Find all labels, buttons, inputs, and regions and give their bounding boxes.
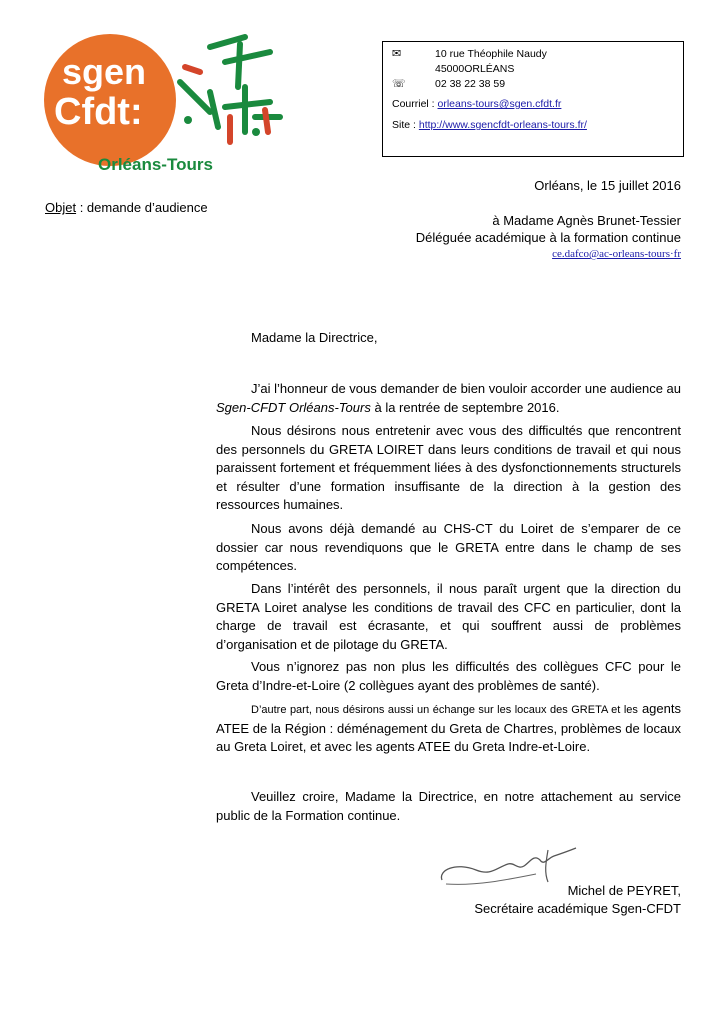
contact-box — [382, 41, 684, 157]
paragraph-4: Dans l’intérêt des personnels, il nous paraît urgent que la direction du GRETA Loiret analyse les conditions de travail des CFC en particulier, dont la charge de travail est écrasante, et qui souffrent aussi de problèmes d’organisation et de pilotage du GRETA. — [216, 581, 681, 652]
site-link[interactable]: http://www.sgencfdt-orleans-tours.fr/ — [418, 119, 587, 131]
signer-name: Michel de PEYRET, — [567, 883, 681, 898]
paragraph-3: Nous avons déjà demandé au CHS-CT du Loiret de s’emparer de ce dossier car nous revendiquons que le GRETA entre dans le champ de ses compétences. — [216, 521, 681, 573]
recipient-block — [416, 212, 681, 263]
paragraph-1: J’ai l’honneur de vous demander de bien vouloir accorder une audience au Sgen-CFDT Orléans-Tours à la rentrée de septembre 2016. — [216, 381, 682, 415]
recipient-email[interactable]: ce.dafco@ac-orleans-tours·fr — [552, 248, 681, 260]
address-line2: 45000ORLÉANS — [435, 63, 515, 75]
letter-date: Orléans, le 15 juillet 2016 — [534, 178, 681, 193]
signer-block — [474, 882, 681, 918]
phone-number: 02 38 22 38 59 — [435, 78, 506, 90]
email-line — [392, 97, 561, 112]
mail-icon: ✉ — [392, 48, 402, 60]
paragraph-5: Vous n’ignorez pas non plus les difficultés des collègues CFC pour le Greta d’Indre-et-Loire (2 collègues ayant des problèmes de santé). — [216, 659, 681, 693]
sgen-cfdt-logo — [40, 32, 285, 177]
salutation: Madame la Directrice, — [251, 330, 378, 345]
object-text: : demande d’audience — [76, 200, 208, 215]
phone-icon: ☏ — [392, 78, 406, 90]
email-label: Courriel : — [392, 98, 438, 110]
logo-cfdt-text: Cfdt: — [54, 91, 143, 133]
paragraph-6: D’autre part, nous désirons aussi un échange sur les locaux des GRETA et les agents ATEE de la Région : déménagement du Greta de Chartres, problèmes de locaux au Greta Loiret, et avec les agents ATEE du Greta Indre-et-Loire. — [216, 701, 681, 754]
signer-title: Secrétaire académique Sgen-CFDT — [474, 901, 681, 916]
object-label: Objet — [45, 200, 77, 215]
site-line — [392, 118, 587, 133]
letter-object — [45, 200, 208, 215]
logo-region-text: Orléans-Tours — [98, 155, 213, 174]
paragraph-2: Nous désirons nous entretenir avec vous des difficultés que rencontrent des personnels du GRETA LOIRET dans leurs conditions de travail et qui nous paraissent fortement et fréquemment liées à des dysfonctionnements structurels et résulter d’une formation insuffisante de la direction à la gestion des ressources humaines. — [216, 423, 681, 512]
address-line1: 10 rue Théophile Naudy — [435, 48, 547, 60]
closing-paragraph: Veuillez croire, Madame la Directrice, en notre attachement au service public de la Formation continue. — [216, 789, 681, 823]
recipient-name: à Madame Agnès Brunet-Tessier — [492, 213, 681, 228]
union-name: Sgen-CFDT Orléans-Tours — [216, 399, 371, 415]
site-label: Site : — [392, 119, 419, 131]
recipient-title: Déléguée académique à la formation continue — [415, 230, 681, 245]
email-link[interactable]: orleans-tours@sgen.cfdt.fr — [437, 98, 562, 110]
logo-sgen-text: sgen — [62, 51, 147, 92]
